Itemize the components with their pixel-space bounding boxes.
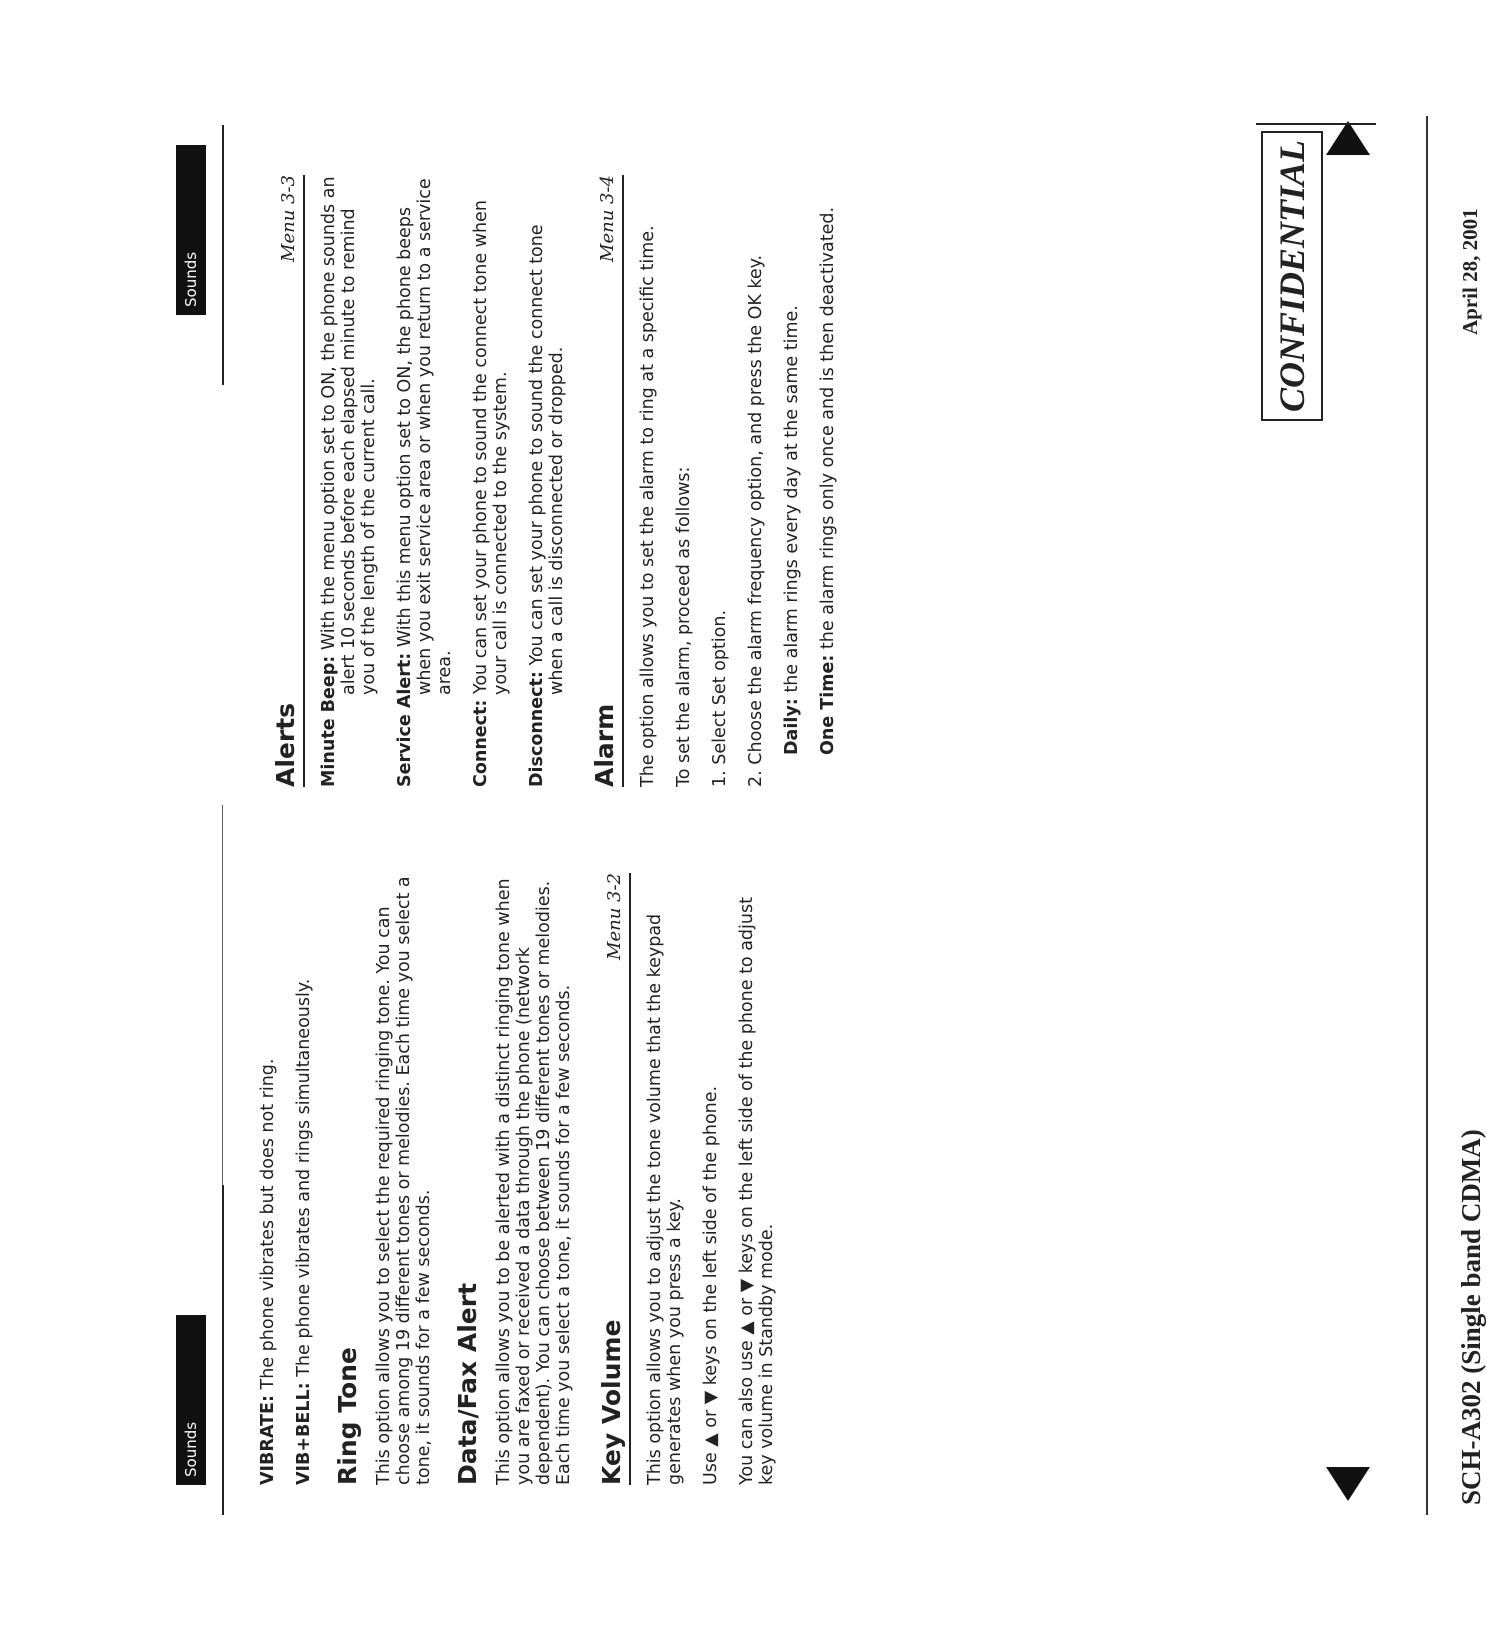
section-tab-right: Sounds <box>176 145 206 315</box>
alarm-text-1: The option allows you to set the alarm to ring at a specific time. <box>638 225 658 787</box>
key-volume-text-3: You can also use ▲ or ▼ keys on the left side of the phone to adjust key volume in Standby mode. <box>737 897 777 1485</box>
left-column <box>258 873 793 1485</box>
right-column <box>258 175 854 787</box>
service-alert-item: Service Alert: With this menu option set to ON, the phone beeps when you exit service area or when you return to a service area. <box>395 178 455 787</box>
manual-page <box>176 116 1486 1515</box>
section-tab-left: Sounds <box>176 1315 206 1485</box>
minute-beep-item: Minute Beep: With the menu option set to ON, the phone sounds an alert 10 seconds before each elapsed minute to remind you of the length of the current call. <box>319 176 379 787</box>
ring-tone-text: This option allows you to select the required ringing tone. You can choose among 19 different tones or melodies. Each time you select a tone, it sounds for a few seconds. <box>374 876 434 1485</box>
key-volume-text-1: This option allows you to adjust the tone volume that the keypad generates when you press a key. <box>645 913 685 1485</box>
key-volume-header <box>597 873 631 1485</box>
daily-item: Daily: the alarm rings every day at the same time. <box>782 305 802 755</box>
next-page-arrow-icon <box>1326 121 1370 155</box>
prev-page-arrow-icon <box>1326 1467 1370 1501</box>
vibrate-item: VIBRATE: The phone vibrates but does not ring. <box>258 1058 278 1485</box>
datafax-heading: Data/Fax Alert <box>453 1282 482 1485</box>
date-label: April 28, 2001 <box>1458 208 1482 335</box>
top-rule-right <box>222 125 224 385</box>
alarm-menu: Menu 3-4 <box>597 175 618 262</box>
key-volume-menu: Menu 3-2 <box>604 873 625 960</box>
alarm-step-2: 2. Choose the alarm frequency option, and press the OK key. <box>746 254 766 787</box>
ring-tone-heading: Ring Tone <box>333 1347 362 1485</box>
key-volume-heading: Key Volume <box>597 1319 626 1485</box>
alerts-heading: Alerts <box>271 702 300 787</box>
alarm-header <box>590 175 624 787</box>
disconnect-item: Disconnect: You can set your phone to sound the connect tone when a call is disconnected or dropped. <box>527 224 567 787</box>
alarm-text-2: To set the alarm, proceed as follows: <box>674 466 694 787</box>
model-label: SCH-A302 (Single band CDMA) <box>1456 1129 1486 1505</box>
connect-item: Connect: You can set your phone to sound the connect tone when your call is connected to the system. <box>471 200 511 787</box>
footer-rule <box>1426 116 1428 1515</box>
top-rule-left <box>222 1185 224 1515</box>
top-rule-left-thin <box>222 805 223 1185</box>
key-volume-text-2: Use ▲ or ▼ keys on the left side of the phone. <box>701 1085 721 1485</box>
alarm-heading: Alarm <box>590 703 619 787</box>
alerts-header <box>271 175 305 787</box>
one-time-item: One Time: the alarm rings only once and is then deactivated. <box>818 206 838 755</box>
datafax-text: This option allows you to be alerted with a distinct ringing tone when you are faxed or received a data through the phone (network dependent). You can choose between 19 different tones or melodies. Each time you select a tone, it sounds for a few seconds. <box>494 878 574 1485</box>
vibbell-item: VIB+BELL: The phone vibrates and rings simultaneously. <box>294 978 314 1485</box>
alerts-menu: Menu 3-3 <box>278 175 299 262</box>
confidential-stamp: CONFIDENTIAL <box>1261 131 1323 421</box>
alarm-step-1: 1. Select Set option. <box>710 609 730 787</box>
confidential-side-rule <box>1256 123 1376 125</box>
